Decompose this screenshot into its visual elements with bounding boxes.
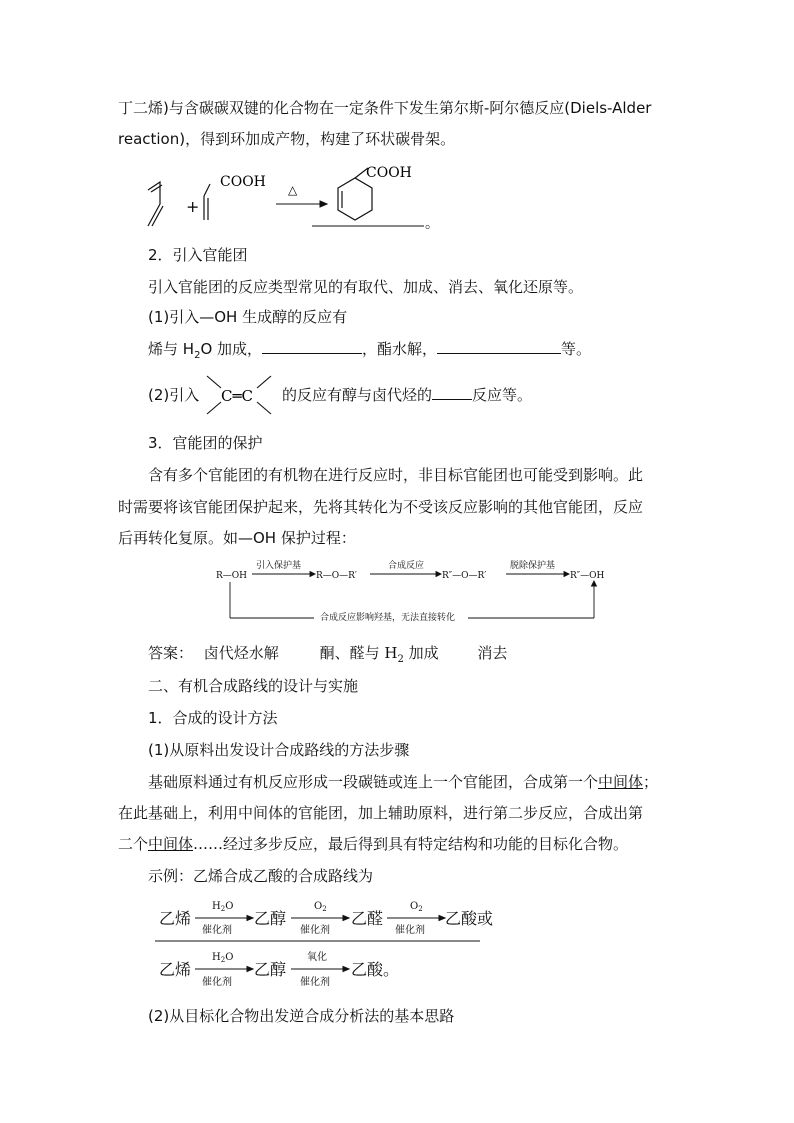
part-2-heading: 二、有机合成路线的设计与实施 xyxy=(148,677,359,695)
answer-blank-3[interactable] xyxy=(432,385,472,400)
synthesis-route-1 xyxy=(155,893,505,945)
route1-acetaldehyde: 乙醛 xyxy=(351,909,384,928)
section-3-p2: 时需要将该官能团保护起来，先将其转化为不受该反应影响的其他官能团，反应 xyxy=(118,498,644,516)
item-2-end: 反应等。 xyxy=(472,386,533,404)
product-label: COOH xyxy=(366,165,412,181)
part-2-subheading-1: 1．合成的设计方法 xyxy=(148,709,278,727)
item-1-body xyxy=(148,339,591,366)
item-1-text-d: 等。 xyxy=(561,340,592,358)
p1-underlined: 中间体 xyxy=(598,773,644,791)
item-1-subscript: 2 xyxy=(194,350,201,361)
p3-end: ……经过多步反应，最后得到具有特定结构和功能的目标化合物。 xyxy=(193,835,629,853)
alkene-structure xyxy=(203,370,275,420)
section-3-p3: 后再转化复原。如—OH 保护过程： xyxy=(118,529,356,547)
node-roh: R—OH xyxy=(216,571,248,581)
node-r2oh: R″—OH xyxy=(570,571,605,581)
route1-reagent-3: O xyxy=(410,901,419,912)
route1-reagent-3-sub: 2 xyxy=(418,905,423,913)
route2-catalyst-1: 催化剂 xyxy=(202,977,232,988)
answer-2-tail: 加成 xyxy=(403,644,439,662)
svg-text:O2 xyxy=(314,901,327,913)
answer-blank-1[interactable] xyxy=(262,339,362,354)
route1-catalyst-3: 催化剂 xyxy=(395,925,425,936)
item-1-text-c: ，酯水解， xyxy=(362,340,438,358)
intro-line-1: 丁二烯)与含碳碳双键的化合物在一定条件下发生第尔斯-阿尔德反应(Diels-Alder xyxy=(118,99,652,117)
butadiene-structure xyxy=(148,182,163,226)
p1-text: 基础原料通过有机反应形成一段碳链或连上一个官能团，合成第一个 xyxy=(148,773,599,791)
route2-reagent-1-sub: 2 xyxy=(220,956,226,964)
route2-ethanol: 乙醇 xyxy=(254,960,287,979)
diels-alder-scheme xyxy=(140,160,440,238)
route1-ethylene: 乙烯 xyxy=(159,909,192,928)
answer-2-subscript: 2 xyxy=(397,654,404,665)
route1-acetic-acid: 乙酸或 xyxy=(445,909,494,928)
svg-text:H2O xyxy=(212,901,233,913)
heat-symbol: △ xyxy=(288,183,298,197)
route1-ethanol: 乙醇 xyxy=(254,909,287,928)
reaction-arrow xyxy=(276,201,327,207)
route1-reagent-2: O xyxy=(314,901,323,912)
answer-2: 酮、醛与 H xyxy=(319,644,398,662)
section-2-heading: 2．引入官能团 xyxy=(148,246,248,264)
part-2-p3 xyxy=(118,834,628,854)
p3-text: 二个 xyxy=(118,835,149,853)
part-2-subheading-1-2: (2)从目标化合物出发逆合成分析法的基本思路 xyxy=(148,1007,455,1025)
route2-ethylene: 乙烯 xyxy=(159,960,192,979)
answer-1: 卤代烃水解 xyxy=(203,644,279,662)
answer-line xyxy=(148,643,507,670)
node-ror: R—O—R′ xyxy=(316,571,357,581)
cc-double-bond-label: C═C xyxy=(221,387,253,405)
route1-catalyst-1: 催化剂 xyxy=(202,925,232,936)
plus-sign: + xyxy=(186,197,200,216)
acrylic-acid-structure xyxy=(204,184,210,220)
route1-reagent-1: H xyxy=(212,901,221,912)
protection-diagram xyxy=(210,556,620,628)
p3-underlined: 中间体 xyxy=(148,835,194,853)
item-2-prefix: (2)引入 xyxy=(148,386,200,404)
route2-catalyst-2: 催化剂 xyxy=(300,977,330,988)
answer-3: 消去 xyxy=(477,644,508,662)
answer-label: 答案： xyxy=(148,644,194,662)
part-2-p2: 在此基础上，利用中间体的官能团，加上辅助原料，进行第二步反应，合成出第 xyxy=(118,804,644,822)
p1-end: ； xyxy=(643,773,659,791)
node-r2or: R″—O—R′ xyxy=(442,571,487,581)
section-3-heading: 3．官能团的保护 xyxy=(148,434,263,452)
answer-blank-2[interactable] xyxy=(437,339,561,354)
route1-catalyst-2: 催化剂 xyxy=(300,925,330,936)
arrow-label-synthesis: 合成反应 xyxy=(388,561,425,571)
item-2-text: 的反应有醇与卤代烃的 xyxy=(282,386,433,404)
svg-text:H2O xyxy=(212,952,233,964)
arrow-label-introduce: 引入保护基 xyxy=(256,561,302,571)
item-1-text-b: O 加成， xyxy=(200,340,263,358)
example-line: 示例：乙烯合成乙酸的合成路线为 xyxy=(148,867,374,885)
section-3-p1: 含有多个官能团的有机物在进行反应时，非目标官能团也可能受到影响。此 xyxy=(148,466,644,484)
route2-reagent-1-tail: O xyxy=(225,952,234,963)
route1-reagent-1-sub: 2 xyxy=(220,905,226,913)
item-2-body xyxy=(282,385,532,405)
route2-reagent-1: H xyxy=(212,952,221,963)
section-2-intro: 引入官能团的反应类型常见的有取代、加成、消去、氧化还原等。 xyxy=(148,278,584,296)
svg-text:O2 xyxy=(410,901,423,913)
arrow-label-deprotect: 脱除保护基 xyxy=(510,561,556,571)
item-1-title: (1)引入—OH 生成醇的反应有 xyxy=(148,308,348,326)
route1-reagent-2-sub: 2 xyxy=(322,905,327,913)
route1-reagent-1-tail: O xyxy=(225,901,234,912)
part-2-p1 xyxy=(148,772,658,792)
bottom-arrow-label: 合成反应影响羟基，无法直接转化 xyxy=(320,613,456,623)
synthesis-route-2 xyxy=(155,947,505,993)
period: 。 xyxy=(425,216,439,232)
route2-acetic-acid: 乙酸。 xyxy=(351,960,400,979)
item-1-text-a: 烯与 H xyxy=(148,340,195,358)
acid-label: COOH xyxy=(220,174,266,190)
route2-reagent-2: 氧化 xyxy=(307,952,327,963)
intro-line-2: reaction)，得到环加成产物，构建了环状碳骨架。 xyxy=(118,130,456,148)
part-2-subheading-1-1: (1)从原料出发设计合成路线的方法步骤 xyxy=(148,741,410,759)
